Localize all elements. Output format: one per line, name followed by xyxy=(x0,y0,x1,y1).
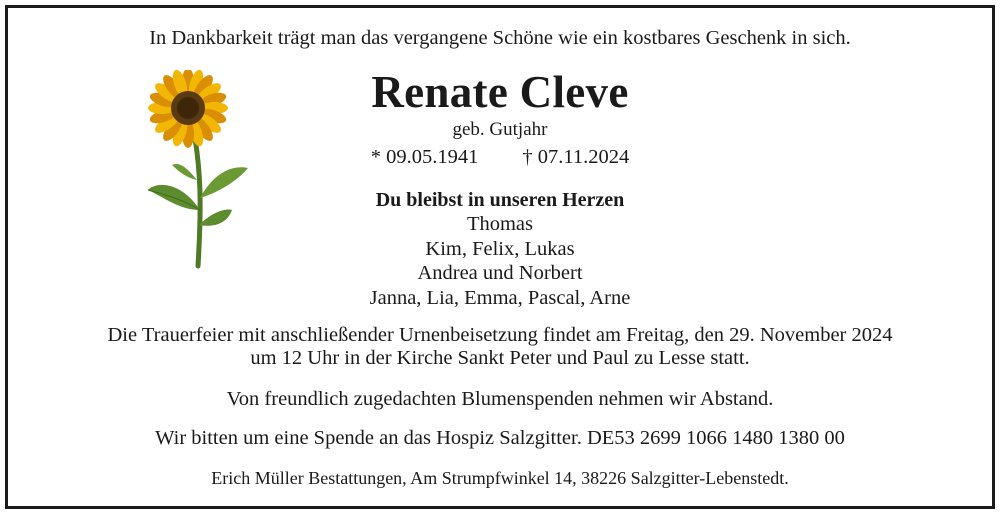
deceased-name: Renate Cleve xyxy=(371,67,629,117)
family-member-line: Kim, Felix, Lukas xyxy=(425,237,575,260)
family-member-line: Andrea und Norbert xyxy=(417,262,583,284)
motto: In Dankbarkeit trägt man das vergangene Schöne wie ein kostbares Geschenk in sich. xyxy=(149,27,851,49)
service-line: Die Trauerfeier mit anschließender Urnenbeisetzung findet am Freitag, den 29. November 2024 xyxy=(107,324,893,346)
family-member-line: Janna, Lia, Emma, Pascal, Arne xyxy=(369,286,631,309)
heart-line: Du bleibst in unseren Herzen xyxy=(375,189,625,211)
death-date: † 07.11.2024 xyxy=(522,146,630,168)
family-list xyxy=(0,212,1000,310)
undertaker-address: Erich Müller Bestattungen, Am Strumpfwinkel 14, 38226 Salzgitter-Lebenstedt. xyxy=(211,468,789,488)
donation-note: Wir bitten um eine Spende an das Hospiz Salzgitter. DE53 2699 1066 1480 1380 00 xyxy=(155,427,845,449)
maiden-name: geb. Gutjahr xyxy=(452,119,548,140)
flowers-note: Von freundlich zugedachten Blumenspenden nehmen wir Abstand. xyxy=(226,388,774,410)
service-line: um 12 Uhr in der Kirche Sankt Peter und Paul zu Lesse statt. xyxy=(250,347,750,369)
life-dates xyxy=(0,146,1000,169)
birth-date: * 09.05.1941 xyxy=(370,146,479,168)
family-member-line: Thomas xyxy=(466,213,534,235)
service-info xyxy=(0,324,1000,370)
